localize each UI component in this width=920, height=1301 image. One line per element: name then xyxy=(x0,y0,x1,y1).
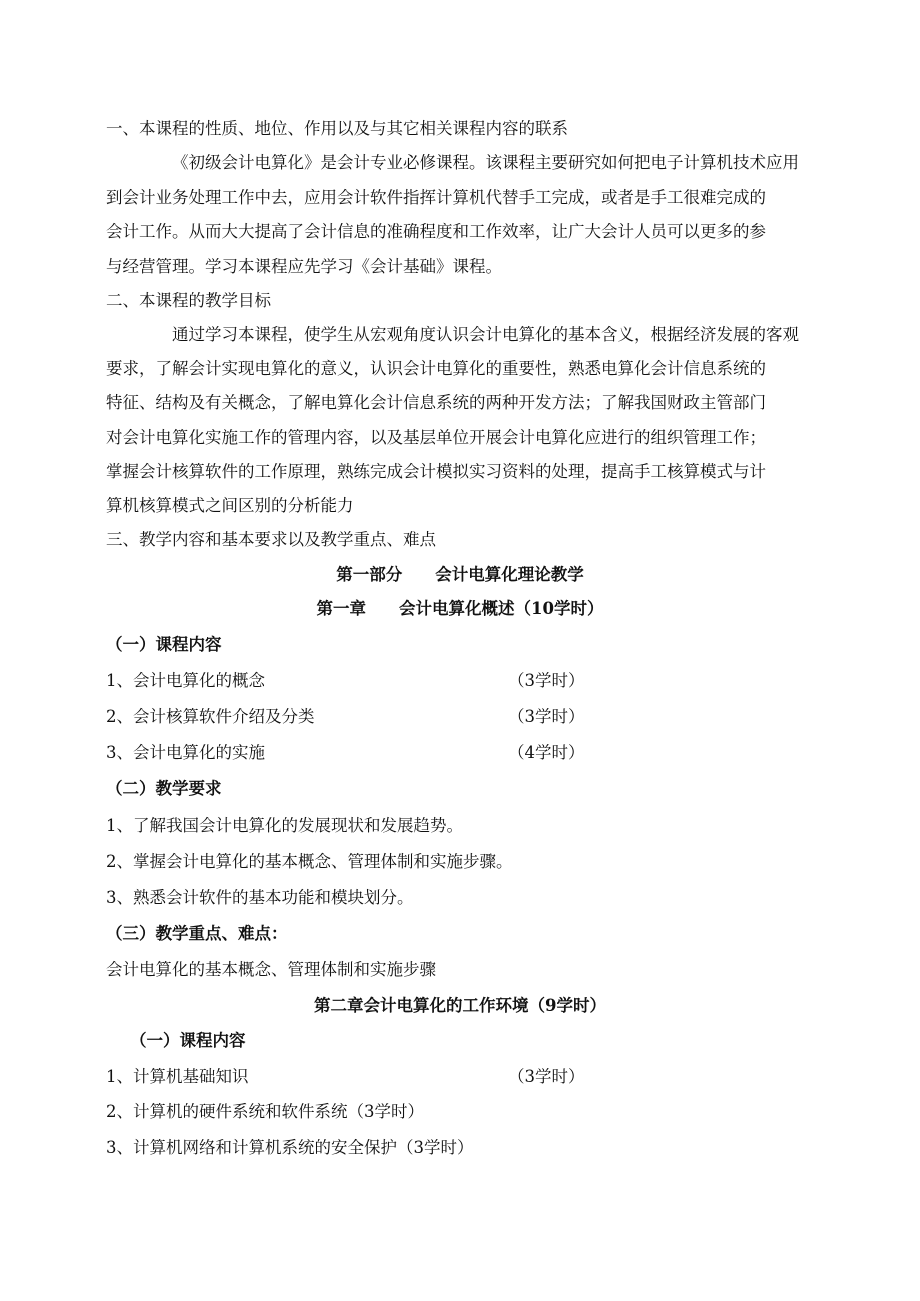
chapter1-key-points-heading: （三）教学重点、难点： xyxy=(106,924,288,943)
chapter2-item1-label: 1、计算机基础知识 xyxy=(106,1067,249,1086)
chapter1-item1-hours: （3学时） xyxy=(508,671,585,690)
list-item xyxy=(106,742,706,764)
chapter1-key-points: 会计电算化的基本概念、管理体制和实施步骤 xyxy=(106,960,436,979)
requirement-item-1: 1、了解我国会计电算化的发展现状和发展趋势。 xyxy=(106,816,463,835)
goals-line-5: 掌握会计核算软件的工作原理，熟练完成会计模拟实习资料的处理，提高手工核算模式与计 xyxy=(106,462,766,481)
chapter2-item1-hours: （3学时） xyxy=(508,1067,585,1086)
intro-line-4: 与经营管理。学习本课程应先学习《会计基础》课程。 xyxy=(106,257,502,276)
section-heading-3: 三、教学内容和基本要求以及教学重点、难点 xyxy=(106,530,436,549)
chapter1-content-heading: （一）课程内容 xyxy=(106,635,222,654)
intro-line-1: 《初级会计电算化》是会计专业必修课程。该课程主要研究如何把电子计算机技术应用 xyxy=(172,153,799,172)
chapter1-title: 第一章 会计电算化概述（10学时） xyxy=(316,599,604,618)
intro-line-3: 会计工作。从而大大提高了会计信息的准确程度和工作效率，让广大会计人员可以更多的参 xyxy=(106,222,766,241)
section-heading-2: 二、本课程的教学目标 xyxy=(106,291,271,310)
goals-line-4: 对会计电算化实施工作的管理内容，以及基层单位开展会计电算化应进行的组织管理工作； xyxy=(106,428,766,447)
goals-line-1: 通过学习本课程，使学生从宏观角度认识会计电算化的基本含义，根据经济发展的客观 xyxy=(172,325,799,344)
intro-line-2: 到会计业务处理工作中去，应用会计软件指挥计算机代替手工完成，或者是手工很难完成的 xyxy=(106,188,766,207)
chapter1-item3-hours: （4学时） xyxy=(508,743,585,762)
chapter2-title: 第二章会计电算化的工作环境（9学时） xyxy=(314,996,606,1015)
chapter1-item2-hours: （3学时） xyxy=(508,707,585,726)
goals-line-2: 要求，了解会计实现电算化的意义，认识会计电算化的重要性，熟悉电算化会计信息系统的 xyxy=(106,359,766,378)
list-item xyxy=(106,670,706,692)
part-title: 第一部分 会计电算化理论教学 xyxy=(336,565,584,584)
requirement-item-2: 2、掌握会计电算化的基本概念、管理体制和实施步骤。 xyxy=(106,852,513,871)
chapter2-item2: 2、计算机的硬件系统和软件系统（3学时） xyxy=(106,1102,424,1121)
chapter2-content-heading: （一）课程内容 xyxy=(130,1031,246,1050)
requirement-item-3: 3、熟悉会计软件的基本功能和模块划分。 xyxy=(106,888,414,907)
list-item xyxy=(106,1066,706,1088)
chapter2-item3: 3、计算机网络和计算机系统的安全保护（3学时） xyxy=(106,1138,474,1157)
chapter1-requirements-heading: （二）教学要求 xyxy=(106,779,222,798)
list-item xyxy=(106,706,706,728)
chapter1-item1-label: 1、会计电算化的概念 xyxy=(106,671,265,690)
chapter1-item3-label: 3、会计电算化的实施 xyxy=(106,743,265,762)
chapter1-item2-label: 2、会计核算软件介绍及分类 xyxy=(106,707,315,726)
goals-line-3: 特征、结构及有关概念，了解电算化会计信息系统的两种开发方法；了解我国财政主管部门 xyxy=(106,393,766,412)
section-heading-1: 一、本课程的性质、地位、作用以及与其它相关课程内容的联系 xyxy=(106,119,568,138)
goals-line-6: 算机核算模式之间区别的分析能力 xyxy=(106,496,354,515)
